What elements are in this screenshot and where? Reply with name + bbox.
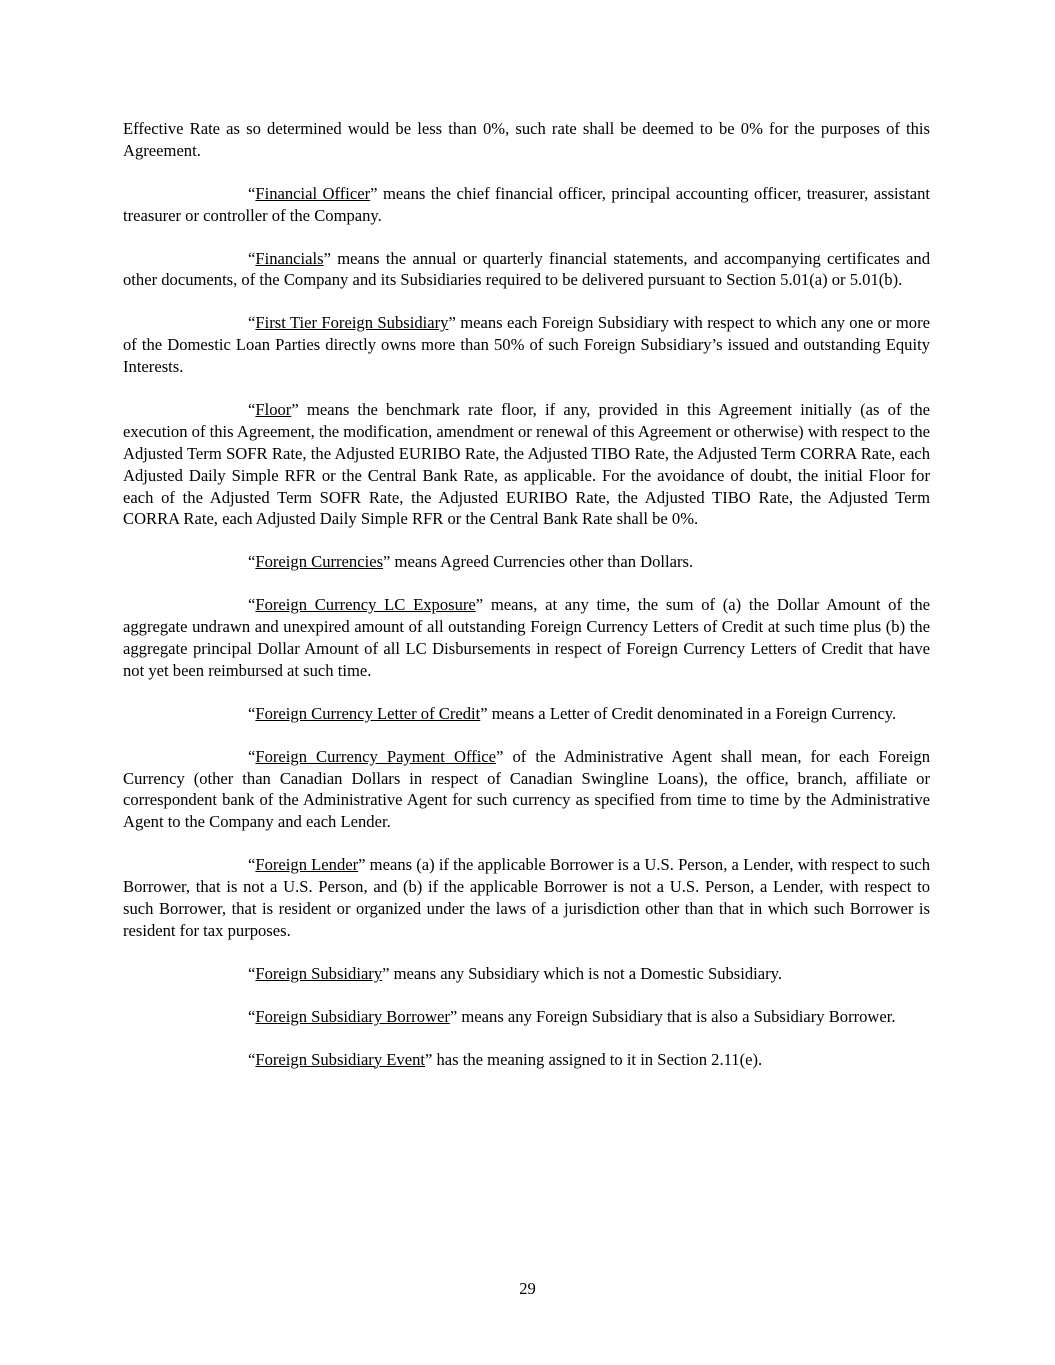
- definition-paragraph: [123, 746, 930, 834]
- definition-text: ” means a Letter of Credit denominated in a Foreign Currency.: [480, 703, 897, 723]
- open-quote: “: [248, 248, 256, 268]
- definition-paragraph: [123, 183, 930, 227]
- open-quote: “: [248, 595, 256, 615]
- defined-term: First Tier Foreign Subsidiary: [255, 313, 449, 333]
- definition-paragraph: [123, 1049, 930, 1071]
- definition-text: ” means any Foreign Subsidiary that is also a Subsidiary Borrower.: [449, 1006, 896, 1026]
- definition-text: ” means any Subsidiary which is not a Domestic Subsidiary.: [382, 963, 783, 983]
- definition-paragraph: [123, 1006, 930, 1028]
- definition-text: ” means the chief financial officer, principal accounting officer, treasurer, assistant treasurer or controller of the Company.: [123, 183, 930, 225]
- definition-paragraph: [123, 399, 930, 530]
- definition-text: ” means each Foreign Subsidiary with respect to which any one or more of the Domestic Loan Parties directly owns more than 50% of such Foreign Subsidiary’s issued and outstanding Equity Interests.: [123, 313, 930, 377]
- open-quote: “: [248, 313, 256, 333]
- defined-term: Financials: [255, 248, 324, 268]
- open-quote: “: [248, 400, 256, 420]
- definition-paragraph: [123, 963, 930, 985]
- defined-term: Foreign Subsidiary Borrower: [255, 1006, 450, 1026]
- definition-text: ” means the annual or quarterly financial statements, and accompanying certificates and other documents, of the Company and its Subsidiaries required to be delivered pursuant to Section 5.01(a) or 5.01(b).: [123, 248, 930, 290]
- definition-text: ” has the meaning assigned to it in Section 2.11(e).: [424, 1049, 763, 1069]
- definition-paragraph: [123, 594, 930, 682]
- definition-paragraph: [123, 551, 930, 573]
- open-quote: “: [248, 552, 256, 572]
- defined-term: Foreign Currency LC Exposure: [255, 595, 476, 615]
- definition-text: ” of the Administrative Agent shall mean, for each Foreign Currency (other than Canadian Dollars in respect of Canadian Swingline Loans), the office, branch, affiliate or correspondent bank of the Administrative Agent for such currency as specified from time to time by the Administrative Agent to the Company and each Lender.: [123, 746, 930, 832]
- open-quote: “: [248, 703, 256, 723]
- definition-text: ” means (a) if the applicable Borrower is a U.S. Person, a Lender, with respect to such Borrower, that is not a U.S. Person, and (b) if the applicable Borrower is not a U.S. Person, a Lender, with respect to such Borrower, that is resident or organized under the laws of a jurisdiction other than that in which such Borrower is resident for tax purposes.: [123, 855, 930, 940]
- definition-paragraph: [123, 703, 930, 725]
- open-quote: “: [248, 1049, 256, 1069]
- defined-term: Floor: [255, 400, 292, 420]
- open-quote: “: [248, 1006, 256, 1026]
- definition-paragraph: [123, 248, 930, 292]
- defined-term: Foreign Currency Payment Office: [255, 746, 497, 766]
- page-number: 29: [519, 1279, 536, 1298]
- definition-paragraph: [123, 854, 930, 942]
- open-quote: “: [248, 963, 256, 983]
- definition-paragraph: [123, 312, 930, 378]
- definition-text: ” means Agreed Currencies other than Dollars.: [383, 552, 694, 572]
- defined-term: Foreign Subsidiary Event: [255, 1049, 425, 1069]
- defined-term: Foreign Subsidiary: [255, 963, 383, 983]
- definition-text: ” means the benchmark rate floor, if any, provided in this Agreement initially (as of the execution of this Agreement, the modification, amendment or renewal of this Agreement or otherwise) with respect to the Adjusted Term SOFR Rate, the Adjusted EURIBO Rate, the Adjusted TIBO Rate, the Adjusted Term CORRA Rate, each Adjusted Daily Simple RFR or the Central Bank Rate, as applicable. For the avoidance of doubt, the initial Floor for each of the Adjusted Term SOFR Rate, the Adjusted EURIBO Rate, the Adjusted TIBO Rate, the Adjusted Term CORRA Rate, each Adjusted Daily Simple RFR or the Central Bank Rate shall be 0%.: [123, 400, 930, 529]
- paragraph-text: Effective Rate as so determined would be less than 0%, such rate shall be deemed to be 0% for the purposes of this Agreement.: [123, 119, 930, 160]
- open-quote: “: [248, 183, 256, 203]
- defined-term: Foreign Lender: [255, 855, 359, 875]
- open-quote: “: [248, 746, 256, 766]
- defined-term: Financial Officer: [255, 183, 371, 203]
- defined-term: Foreign Currency Letter of Credit: [255, 703, 481, 723]
- continuation-paragraph: [123, 118, 930, 162]
- definition-text: ” means, at any time, the sum of (a) the Dollar Amount of the aggregate undrawn and unexpired amount of all outstanding Foreign Currency Letters of Credit at such time plus (b) the aggregate principal Dollar Amount of all LC Disbursements in respect of Foreign Currency Letters of Credit that have not yet been reimbursed at such time.: [123, 595, 930, 680]
- defined-term: Foreign Currencies: [255, 552, 384, 572]
- open-quote: “: [248, 855, 256, 875]
